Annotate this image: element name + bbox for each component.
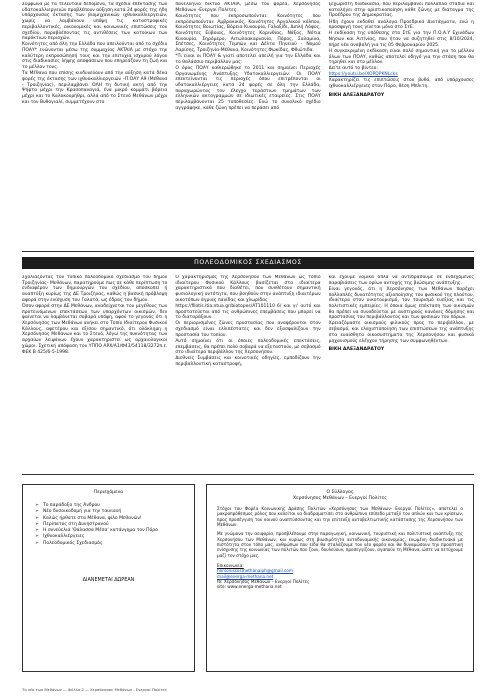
about-paragraph: Με γνώμονα την αειφορία, προσβλέπουμε στην παραγωγική, κοινωνική, τουριστική και πολιτιστική ανάπτυξη της Χερσονήσου των Μεθάνων, και κυρίως στη βιωσιμότητα αυτοδυναμικής οικονομίας, ενωμένη διαδικτυακά με πιστότητα στον τόπο μας, ανθρώπων που είδα θα σταλάζουμε τον νέο φορέα και θα δυναμώσουν την προοπτική ενίσχυσης της κοινωνίας των πολιτών που ζουν, δουλεύουν, προσεγγίζουν, αγαπούν τη Μέθανα, ώστε να πετύχουμε μαζί τον στόχο μας. (217, 531, 463, 558)
paragraph: και έχουμε νομικά όπλα να αντιδράσουμε σε ενδεχόμενες παραβιάσεις των ορίων αντοχής της βιώσιμης ανάπτυξης. (328, 275, 474, 286)
contents-item: ➢ Πολεοδομικός Σχεδιασμός (43, 541, 194, 547)
paragraph: Τα Μέθανα που επίσης κινδυνεύουν από την αύξηση κατά δέκα φορές της έκτασης των ιχθυοκαλλιεργειών –Π.ΟΑΥ Α9 (Μέθανα - Τροιζηνίας), περιλαμβάνει ΟΛΗ τη δυτική ακτή από την Ψήφτα μέχρι την Κρασοπαναγιά, ένα μικρό κομμάτι βόρεια μέχρι και το Καλοκουρήθρι, αλλά από το Στενό Μεθάνων μέχρι και τον Βυθογιαλί, συμμετέχουν στο (22, 71, 168, 105)
about-paragraph: Στόχοι του Φορέα Κοινωνικής Δράσης Πολιτών «Χερσόνησος των Μεθάνων- Ενεργοί Πολίτες», αποτελεί ο μακροπρόθεσμος ρόλος που καλείται να διαδραματίσει στο ανθρώπινο επίπεδο μεταξύ του απλών και των κρίσεων, προς προσέγγιση του κοινού αναπτύσσοντας και την επίτευξη αυτοβελτιωτικής κατάστασης της Χερσονήσου των Μεθάνων. (217, 506, 463, 527)
contents-title: Περιεχόμενα (93, 490, 124, 495)
paragraph: Είναι γεγονός, ότι η Χερσόνησος των Μεθάνων παρέχει πολλαπλές δυνατότητες αξιοποίησης του φυσικού της πλούτου, ιδιαίτερα στον οικοτουρισμό, τον τουρισμό ευεξίας και τις πολιτιστικές εμπειρίες. Η όποια όμως επέκταση των οικισμών θα πρέπει να συνοδεύεται με αυστηρούς κανόνες δόμησης και προστασίας του περιβάλλοντος και των φυσικών του πόρων. (328, 286, 474, 321)
paragraph: Διεθνείς Συμβάσεις και κοινοτικές οδηγίες, εμποδίζουν την περιβαλλοντική καταστροφή, (175, 356, 321, 368)
contents-item: ➢ Το παράδοξο της Άνδρου (43, 503, 194, 509)
biotope-link[interactable]: https://filotis.itia.ntua.gr/biotopes/AT101110 6/ και γι' αυτό και προστατεύεται από τις ανθρώπινες επεμβάσεις που μπορεί να το διαταράξουν. (175, 303, 321, 321)
contact-block (207, 563, 473, 590)
contents-item: ➢ Περίπατος στη Δυνηστρανού (43, 522, 194, 528)
paragraph: Ήδη έχουν εκδοθεί ανάλογα Προεδρικά Διατάγματα, ενώ η προσφυγή τους γίνεται μόνο στο ΣτΕ. (328, 19, 474, 31)
paragraph: Κοινότητες από όλη την Ελλάδα που απειλούνται από το σχέδιο ΠΟΑΥ* ενώνονται μέσω της συμμαχίας AKTAIA με στόχο την καλύτερη εκπροσώπησή τους και την επιτυχία ισχυρού λόγου στις διαδικασίες λήψης αποφάσεων που επηρεάζουν τη ζωή και το μέλλον τους. (22, 42, 168, 71)
mid-column-3 (329, 275, 474, 465)
paragraph: Οι περιορισμένες ζώνες προστασίας που αναφέρονται στον σχεδιασμό είναι ελλιπέστατες και δεν εξασφαλίζουν την προστασία του τοπίου. (175, 321, 321, 338)
paragraph: Όσον αφορά στην ΔΕ Μεθάνων, αναδείχνεται του μεγέθους των προτεινόμενων επεκτάσεων των υπαρχόντων οικισμών, δεν φαίνεται να λαμβάνεται σοβαρά υπόψη, αφού το γεγονός ότι η Χερσόνησος των Μεθάνων ανήκει στο Τοπίο Ιδιαίτερου Φυσικού Κάλλους, αφετέρου και εξίσου σημαντικό, ότι ολόκληρη η Χερσόνησος Μεθάνων και το Στενό, λόγω της πυκνότητας των αρχαίων λειψάνων έχουν χαρακτηριστεί ως αρχαιολογικοί χώροι. Σχετική απόφαση του ΥΠΠΟ ΑΡΧ/Α1/Φ43/54118/3272π.ε. ΦΕΚ Β 425/6-5-1998. (22, 303, 168, 355)
contents-item: ➢ Η συνεύελιά 'Θάλασσα Μέσα' κατάνγημα τον Πόρο (43, 528, 194, 534)
top-article (22, 2, 474, 246)
mid-column-1 (22, 275, 167, 465)
planning-article (22, 275, 474, 465)
paragraph: Η συγκεκριμένη εκδίκαση είναι πολύ σημαντική για το μέλλον όλων των ΠΟΑΥ, καθώς αποτελεί οδηγό για την στάση που θα τηρηθεί και στο μέλλον. (328, 48, 474, 66)
info-boxes (22, 484, 474, 672)
top-column-2 (175, 2, 320, 246)
paragraph: Σύμφωνα με τα τελευταία δεδομένα, τα σχέδια επέκτασης των υδατοκαλλιεργειών προβλέπουν αύξηση κατά 24 φορές της ήδη υπάρχουσας έκτασης των βιομηχανικών ιχθυοκαλλιεργειών, χωρίς να λαμβάνουν υπόψη τις καταστροφικές περιβαλλοντικές, οικονομικές και κοινωνικές επιπτώσεις του σχεδίου, παραβλέποντας τις αντιθέσεις των κατοίκων των παρόκτιων περιοχών. (22, 2, 168, 42)
paragraph: Η εκδίκαση της υπόθεσης στο ΣτΕ για την Π.Ο.Α.Υ Εχινάδων Νήσων και Αιτ/νίας, που ήταν να συζητηθεί στις 8/10/2024, πήρε νέα αναβολή για τις 05 Φεβρουαρίου 2025. (328, 31, 474, 48)
top-column-3 (329, 2, 474, 246)
about-title: Ο Σύλλογος (326, 490, 354, 495)
contents-box (22, 484, 195, 672)
contents-list (23, 503, 194, 547)
free-distribution-label: ΔΙΑΝΕΜΕΤΑΙ ΔΩΡΕΑΝ (82, 577, 135, 584)
paragraph: Σχολιάζοντας τον τοπικό πολεοδομικό σχεδιασμό του δήμου Τροιζηνίας- Μεθάνων, παρατηρούμε πως σε κάθε περίπτωση το ενδιαφέρον των δημιουργών του σχεδίου, αποσκοπεί ή αναπτύξη κυρίως της ΔΕ Τροιζήνας, καθώς η βασική πρόβλεψη αφορά στην ενίσχυση του Γαλατά, ως έδρας του δήμου. (22, 275, 168, 303)
mid-column-2 (175, 275, 320, 465)
paragraph: Χαρακτηρίζει τις επιπτώσεις στον βυθό, από υπάρχουσες ιχθυοκαλλιέργειες στον Πόρο, θέση Μπλιτη. (328, 78, 474, 90)
paragraph: Αυτό σημαίνει ότι οι όποιες πολεοδομικές επεκτάσεις, επεμβάσεις, θα πρέπει πολύ σοβαρά να εξεταστούν, με σεβασμό στο ιδιαίτερο περιβάλλον της Χερσονήσου. (175, 338, 321, 356)
contact-site[interactable]: site: www.energa-methana.net (217, 584, 282, 590)
divider (22, 251, 474, 252)
contact-email-2[interactable]: mail@energa-methana.net (217, 573, 274, 579)
paragraph: Ο χαρακτηρισμός της Χερσονήσου των Μεθάνων ως τοπίο ιδιαίτερου Φυσικού Κάλλους βασίζεται στα ιδιαίτερα χαρακτηριστικά που διαθέτει, που συνθέτουν σημαντική φυσιολογική οντότητα, που βοηθούν στην ανάπτυξη ιδιαιτέρων οικοτόπων άγριας πανίδας και χλωρίδας (175, 275, 321, 303)
contents-item: ➢ Νέο δυσοικοδομή για την ταινιανή (43, 509, 194, 515)
video-prompt: Δείτε αυτό το βίντεο: (328, 66, 378, 72)
contents-item: ➢ Καλώς ήρθατε στα Μέθανα, φίλο Μεθανών! (43, 516, 194, 522)
video-link-text[interactable]: https://youtu.be/XOPDPKNLcks (328, 72, 398, 78)
author-signature: ΒΙΚΗ ΑΛΕΞΑΝΔΡΑΤΟΥ (328, 92, 385, 98)
paragraph: πανελλήνιο δίκτυο AKTAIA, μέσω του φορέα, Χερσόνησος Μεθάνων -Ενεργοί Πολίτες. (175, 2, 321, 13)
about-box (206, 484, 474, 672)
contents-item: ➢ Ιχθυοκαλλιέργειες (43, 534, 194, 540)
about-subtitle: Χερσόνησος Μεθάνων – Ενεργοί Πολίτες (293, 496, 387, 501)
paragraph: Κοινότητες που εκπροσωπούνται: Κοινότητες που εκπροσωπούνται: Αμβρακικός, Κοινότητες Αργολικού κόλπου, Κοινότητες Βοιωτίας, Βόρεια Κυνουρία, Γαλαξίδι, Διπλή Λόφος, Κοινότητες Εύβοιας, Κοινότητες Κορινθίας, Νάξος, Νότια Κυνουρία, Σηρόμερο, Αιτωλοακαρνανία, Πόρος, Σαλαμίνα, Σπέτσες, Κοινότητες Τεμπών και Δέλτα Πηνειού - Νομού Λαρίσης, Τροιζηνία-Μέθανα, Κοινότητες Φωκίδας, Φθιώτιδα. (175, 13, 321, 54)
page-footer: Το νέο των Μεθάνων — Φύλλο 2 — Χερσόνησος Μεθάνων - Ενεργοί Πολίτες (22, 687, 168, 692)
author-signature: ΒΙΚΗ ΑΛΕΞΑΝΔΡΑΤΟΥ (328, 347, 385, 353)
paragraph: *Τι είναι οι ΠΟΑΥ & γιατί αποτελεί απειλή για την Ελλάδα και το θαλάσσιο περιβάλλον μας: (175, 54, 321, 65)
contact-label: Επικοινωνία: (217, 562, 244, 568)
top-column-1 (22, 2, 167, 246)
contact-email[interactable]: hersonissosmethanaiph@gmail.com (217, 568, 293, 574)
paragraph: Ο όρος ΠΟΑΥ καθιερώθηκε το 2011 και σημαίνει Περιοχές Οργανωμένης Ανάπτυξης Υδατοκαλλιεργειών. Οι ΠΟΑΥ επεκτείνονται τις περιοχές όπου επιτρέπονται οι υδατοκαλλιέργειες κατά 24 φορές σε όλη την Ελλάδα, παραχωρώντας τον έλεγχο τεράστιων τμημάτων των ελληνικών ακτογραμμών σε ιδιωτικές εταιρείες. Στις ΠΟΑΥ περιλαμβάνονται 25 τοποθεσίες. Ενώ το συνολικό σχέδιο αγγράφηκε, κάθε ζώνη πρέπει να περάσει από (175, 65, 321, 111)
paragraph: Χρειαζόμαστε οικισμούς φιλικούς προς το περιβάλλον, με σεβασμό, και ελαχιστοποίηση των επιπτώσεων της ανάπτυξης στα ευαίσθητα οικοσυστήματα της Χερσονήσου και φυσικά μηχανισμούς ελέγχου τήρησης των συμφωνηθέντων. (328, 321, 474, 344)
section-banner: ΠΟΛΕΟΔΟΜΙΚΟΣ ΣΧΕΔΙΑΣΜΟΣ (22, 257, 474, 269)
contact-facebook[interactable]: fb: Χερσόνησος Μεθάνων – Ενεργοί Πολίτες (217, 579, 310, 585)
divider (22, 474, 474, 475)
paragraph: ξεχωριστή διαδικασία, που περιλαμβάνει πολλαπλά στάδια και καταλήγει στην οριστικοποίηση κάθε ζώνης με διάταγμα της Προέδρου της Δημοκρατίας. (328, 2, 474, 19)
